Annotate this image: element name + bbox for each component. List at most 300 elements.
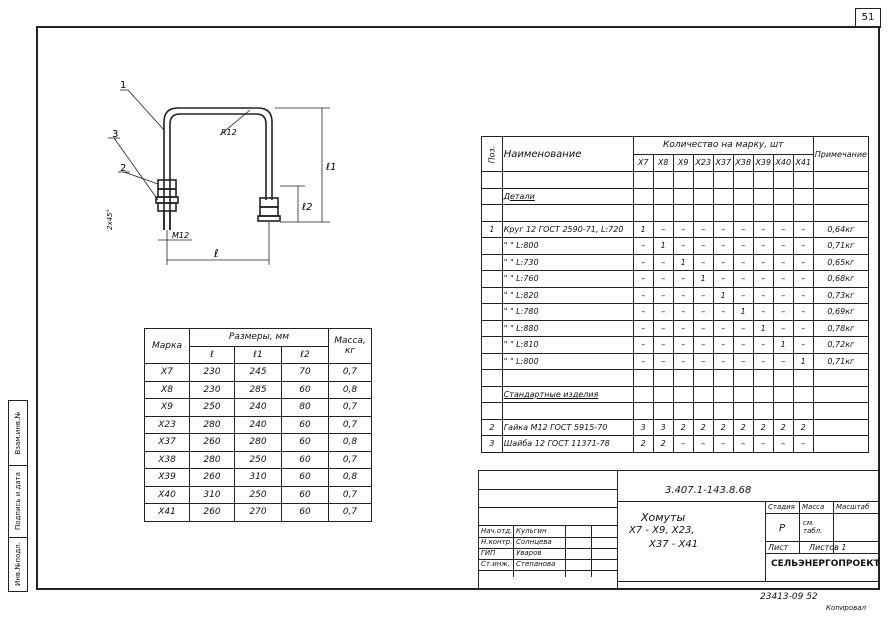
spec-cell: " " L:880	[502, 320, 633, 337]
spec-cell: –	[693, 304, 713, 321]
spec-cell	[482, 386, 503, 403]
spec-row	[482, 337, 869, 354]
spec-cell	[653, 386, 673, 403]
spec-cell: –	[773, 221, 793, 238]
spec-cell: –	[673, 271, 693, 288]
spec-cell	[813, 188, 868, 205]
spec-cell: –	[693, 436, 713, 453]
spec-cell: 1	[633, 221, 653, 238]
spec-cell	[753, 205, 773, 222]
spec-cell	[653, 205, 673, 222]
spec-cell	[502, 172, 633, 189]
spec-cell	[713, 403, 733, 420]
spec-cell: –	[633, 254, 653, 271]
title-block	[478, 470, 880, 590]
spec-cell: –	[773, 320, 793, 337]
spec-mark-header: Х41	[793, 154, 813, 172]
org-name: СЕЛЬЭНЕРГОПРОЕКТ	[771, 559, 880, 569]
sizes-cell: 270	[235, 504, 282, 522]
spec-cell: –	[653, 353, 673, 370]
sizes-table	[144, 328, 372, 522]
spec-cell: –	[773, 271, 793, 288]
spec-cell: –	[713, 238, 733, 255]
spec-cell: 2	[713, 419, 733, 436]
spec-cell: –	[673, 353, 693, 370]
sizes-cell: 260	[190, 434, 235, 452]
sizes-cell: 280	[190, 451, 235, 469]
spec-mark-header: Х9	[673, 154, 693, 172]
doc-code: 3.407.1-143.8.68	[665, 485, 752, 496]
spec-cell: –	[693, 238, 713, 255]
spec-cell: –	[773, 304, 793, 321]
sizes-row	[145, 364, 372, 382]
spec-cell	[713, 386, 733, 403]
spec-cell: –	[773, 238, 793, 255]
spec-row	[482, 304, 869, 321]
spec-section-title: Стандартные изделия	[502, 386, 633, 403]
spec-cell	[813, 370, 868, 387]
spec-cell	[673, 205, 693, 222]
sizes-cell: 0,7	[329, 451, 372, 469]
header-l1: ℓ1	[235, 346, 282, 364]
spec-cell: " " L:780	[502, 304, 633, 321]
spec-cell: –	[713, 221, 733, 238]
spec-cell: –	[713, 353, 733, 370]
spec-header-pos	[482, 137, 503, 172]
spec-cell: –	[673, 287, 693, 304]
spec-cell	[773, 188, 793, 205]
sizes-row	[145, 451, 372, 469]
spec-cell	[733, 370, 753, 387]
spec-cell	[482, 287, 503, 304]
role-label: ГИП	[481, 549, 496, 557]
spec-cell: –	[713, 304, 733, 321]
spec-cell	[733, 403, 753, 420]
sizes-cell: 0,7	[329, 364, 372, 382]
spec-cell	[813, 205, 868, 222]
sheet-label: Лист	[768, 543, 789, 552]
spec-row	[482, 419, 869, 436]
spec-cell: –	[693, 254, 713, 271]
sizes-cell: 80	[282, 399, 329, 417]
role-label: Ст.инж.	[481, 560, 510, 568]
spec-cell: –	[713, 337, 733, 354]
spec-cell: 3	[482, 436, 503, 453]
spec-cell: –	[793, 221, 813, 238]
spec-mark-header: Х37	[713, 154, 733, 172]
spec-cell: –	[653, 221, 673, 238]
sizes-row	[145, 381, 372, 399]
sizes-cell: 0,7	[329, 486, 372, 504]
spec-cell: –	[693, 320, 713, 337]
mass-label: Масса	[802, 503, 825, 511]
spec-cell	[633, 386, 653, 403]
role-name: Уваров	[516, 549, 542, 557]
spec-cell: 0,65кг	[813, 254, 868, 271]
spec-cell	[793, 205, 813, 222]
header-mark: Марка	[145, 329, 190, 364]
spec-cell: –	[733, 254, 753, 271]
spec-cell: 1	[793, 353, 813, 370]
spec-cell: –	[773, 353, 793, 370]
spec-cell: " " L:820	[502, 287, 633, 304]
spec-cell: –	[673, 221, 693, 238]
sizes-cell: 0,8	[329, 469, 372, 487]
doc-marks-1: Х7 - Х9, Х23,	[629, 525, 695, 536]
spec-cell	[813, 419, 868, 436]
spec-cell	[713, 370, 733, 387]
stage-label: Стадия	[768, 503, 795, 511]
spec-cell: –	[633, 271, 653, 288]
sizes-cell: 250	[190, 399, 235, 417]
spec-cell: –	[733, 337, 753, 354]
sizes-cell: 60	[282, 451, 329, 469]
spec-cell	[673, 403, 693, 420]
spec-header-name: Наименование	[502, 137, 633, 172]
side-cell-replace	[9, 401, 27, 466]
spec-cell: –	[693, 221, 713, 238]
sizes-cell: 230	[190, 364, 235, 382]
spec-cell	[633, 188, 653, 205]
spec-cell	[482, 337, 503, 354]
spec-cell	[773, 205, 793, 222]
sizes-cell: 60	[282, 416, 329, 434]
spec-cell	[813, 436, 868, 453]
sizes-cell: Х41	[145, 504, 190, 522]
spec-cell	[482, 370, 503, 387]
spec-cell: –	[673, 320, 693, 337]
spec-cell	[673, 370, 693, 387]
spec-row	[482, 436, 869, 453]
spec-cell	[633, 205, 653, 222]
spec-cell: 2	[633, 436, 653, 453]
sizes-row	[145, 469, 372, 487]
sizes-row	[145, 504, 372, 522]
spec-cell: " " L:800	[502, 238, 633, 255]
spec-cell: " " L:810	[502, 337, 633, 354]
sizes-row	[145, 399, 372, 417]
spec-cell: 1	[693, 271, 713, 288]
spec-cell: –	[653, 320, 673, 337]
chamfer-label: 2x45°	[106, 208, 114, 230]
sizes-cell: 0,7	[329, 399, 372, 417]
spec-cell: –	[753, 221, 773, 238]
sheets-label: Листов 1	[809, 543, 847, 552]
header-sizes: Размеры, мм	[190, 329, 329, 347]
spec-cell	[793, 403, 813, 420]
spec-cell: –	[633, 320, 653, 337]
spec-cell	[733, 205, 753, 222]
spec-cell	[733, 188, 753, 205]
spec-cell: Круг 12 ГОСТ 2590-71, L:720	[502, 221, 633, 238]
spec-cell	[773, 370, 793, 387]
spec-cell: –	[713, 254, 733, 271]
spec-cell	[482, 304, 503, 321]
spec-cell: –	[733, 287, 753, 304]
sizes-cell: Х37	[145, 434, 190, 452]
doc-title: Хомуты	[641, 511, 686, 524]
sizes-cell: Х8	[145, 381, 190, 399]
sizes-cell: 60	[282, 381, 329, 399]
side-label: Инв.№подл.	[14, 542, 22, 586]
spec-row	[482, 221, 869, 238]
sizes-cell: 0,7	[329, 416, 372, 434]
spec-cell: –	[753, 337, 773, 354]
sizes-cell: 240	[235, 399, 282, 417]
u-bolt-drawing	[100, 80, 340, 270]
spec-cell: 2	[482, 419, 503, 436]
spec-cell: –	[793, 271, 813, 288]
spec-cell: –	[633, 337, 653, 354]
spec-cell	[813, 172, 868, 189]
spec-cell	[502, 370, 633, 387]
spec-cell: 2	[733, 419, 753, 436]
sizes-row	[145, 486, 372, 504]
spec-cell: –	[753, 353, 773, 370]
spec-cell	[813, 386, 868, 403]
spec-cell	[713, 188, 733, 205]
spec-cell: 0,69кг	[813, 304, 868, 321]
side-cell-sign	[9, 465, 27, 538]
spec-cell	[693, 370, 713, 387]
sizes-cell: 60	[282, 434, 329, 452]
side-cell-inv	[9, 537, 27, 591]
spec-cell: –	[653, 254, 673, 271]
spec-cell: –	[753, 271, 773, 288]
spec-mark-header: Х39	[753, 154, 773, 172]
spec-cell: 0,64кг	[813, 221, 868, 238]
sizes-cell: 250	[235, 451, 282, 469]
spec-cell: –	[633, 353, 653, 370]
spec-cell: –	[773, 287, 793, 304]
spec-cell	[673, 172, 693, 189]
sizes-cell: 240	[235, 416, 282, 434]
spec-cell: –	[653, 287, 673, 304]
sizes-cell: 60	[282, 504, 329, 522]
spec-cell	[693, 403, 713, 420]
spec-cell: 0,71кг	[813, 353, 868, 370]
spec-cell: 3	[633, 419, 653, 436]
spec-cell	[753, 370, 773, 387]
sizes-cell: 0,8	[329, 381, 372, 399]
spec-cell: –	[693, 337, 713, 354]
spec-cell: –	[753, 254, 773, 271]
spec-cell: " " L:760	[502, 271, 633, 288]
spec-cell: –	[793, 238, 813, 255]
spec-cell: 0,68кг	[813, 271, 868, 288]
sizes-cell: 70	[282, 364, 329, 382]
spec-cell	[482, 205, 503, 222]
spec-cell: –	[793, 436, 813, 453]
footer-copy: Копировал	[826, 604, 866, 612]
spec-cell	[502, 403, 633, 420]
spec-row	[482, 271, 869, 288]
sizes-cell: 230	[190, 381, 235, 399]
spec-cell: 1	[773, 337, 793, 354]
spec-cell	[713, 205, 733, 222]
spec-cell	[482, 238, 503, 255]
spec-row	[482, 353, 869, 370]
spec-cell: 1	[482, 221, 503, 238]
sizes-cell: 60	[282, 486, 329, 504]
spec-cell	[482, 320, 503, 337]
spec-cell: Шайба 12 ГОСТ 11371-78	[502, 436, 633, 453]
spec-row	[482, 238, 869, 255]
sizes-row	[145, 416, 372, 434]
sizes-cell: 250	[235, 486, 282, 504]
sizes-cell: Х39	[145, 469, 190, 487]
spec-cell: 2	[753, 419, 773, 436]
sizes-cell: Х23	[145, 416, 190, 434]
mass-value: см. табл.	[803, 519, 823, 535]
scale-label: Масштаб	[836, 503, 870, 511]
spec-cell: " " L:800	[502, 353, 633, 370]
spec-cell	[482, 271, 503, 288]
spec-row	[482, 287, 869, 304]
sizes-cell: 280	[235, 434, 282, 452]
spec-cell: 0,78кг	[813, 320, 868, 337]
spec-cell	[653, 370, 673, 387]
spec-cell: 1	[673, 254, 693, 271]
spec-cell	[753, 188, 773, 205]
role-name: Степанова	[516, 560, 556, 568]
spec-cell: –	[653, 337, 673, 354]
dim-l2-label: ℓ2	[302, 202, 313, 213]
spec-cell: –	[793, 304, 813, 321]
spec-cell: –	[793, 320, 813, 337]
spec-cell: –	[753, 304, 773, 321]
thread-label: M12	[172, 231, 190, 240]
page-number: 51	[855, 8, 881, 28]
spec-cell	[813, 403, 868, 420]
spec-row	[482, 254, 869, 271]
spec-cell: –	[773, 254, 793, 271]
spec-cell: –	[733, 238, 753, 255]
spec-cell	[793, 172, 813, 189]
spec-cell	[653, 403, 673, 420]
spec-cell	[753, 172, 773, 189]
spec-mark-header: Х8	[653, 154, 673, 172]
spec-cell	[693, 172, 713, 189]
dim-l1-label: ℓ1	[326, 162, 337, 173]
spec-cell: –	[653, 304, 673, 321]
spec-header-note: Примечание	[813, 137, 868, 172]
spec-cell: –	[633, 304, 653, 321]
spec-cell: 3	[653, 419, 673, 436]
spec-cell: 1	[753, 320, 773, 337]
spec-cell: 0,72кг	[813, 337, 868, 354]
spec-cell: –	[713, 271, 733, 288]
spec-cell: –	[753, 287, 773, 304]
spec-cell: –	[733, 271, 753, 288]
spec-cell	[693, 205, 713, 222]
spec-cell: 0,71кг	[813, 238, 868, 255]
dim-l-label: ℓ	[214, 247, 219, 260]
spec-cell: –	[713, 320, 733, 337]
sizes-cell: 0,8	[329, 434, 372, 452]
sizes-cell: 280	[190, 416, 235, 434]
spec-cell	[773, 172, 793, 189]
sizes-cell: Х7	[145, 364, 190, 382]
spec-cell: –	[673, 238, 693, 255]
spec-cell: 1	[713, 287, 733, 304]
header-mass: Масса, кг	[329, 329, 372, 364]
spec-cell	[773, 386, 793, 403]
spec-cell	[693, 386, 713, 403]
role-name: Солнцева	[516, 538, 552, 546]
spec-row	[482, 320, 869, 337]
spec-section-title: Детали	[502, 188, 633, 205]
sizes-cell: Х38	[145, 451, 190, 469]
spec-cell: –	[713, 436, 733, 453]
spec-cell: –	[733, 221, 753, 238]
sizes-row	[145, 434, 372, 452]
spec-cell: –	[733, 436, 753, 453]
spec-cell: 1	[733, 304, 753, 321]
role-label: Н.контр.	[481, 538, 513, 546]
spec-cell: –	[773, 436, 793, 453]
spec-cell: –	[673, 304, 693, 321]
side-label: Подпись и дата	[14, 472, 22, 530]
spec-cell: 1	[653, 238, 673, 255]
role-name: Кульгин	[516, 527, 547, 535]
spec-cell	[633, 370, 653, 387]
spec-cell	[673, 386, 693, 403]
spec-cell: –	[653, 271, 673, 288]
spec-cell: –	[793, 254, 813, 271]
side-strip	[8, 400, 28, 592]
spec-cell	[753, 386, 773, 403]
spec-cell: Гайка М12 ГОСТ 5915-70	[502, 419, 633, 436]
spec-cell	[753, 403, 773, 420]
spec-cell	[633, 403, 653, 420]
side-label: Взам.инв.№	[14, 411, 22, 455]
role-label: Нач.отд.	[481, 527, 513, 535]
sizes-cell: 260	[190, 504, 235, 522]
spec-cell	[793, 188, 813, 205]
sizes-cell: 260	[190, 469, 235, 487]
spec-cell: –	[753, 436, 773, 453]
spec-cell: –	[673, 337, 693, 354]
spec-cell	[482, 188, 503, 205]
spec-mark-header: Х40	[773, 154, 793, 172]
spec-cell	[773, 403, 793, 420]
spec-cell: 2	[653, 436, 673, 453]
sizes-cell: 0,7	[329, 504, 372, 522]
spec-cell: 2	[793, 419, 813, 436]
spec-cell: –	[793, 337, 813, 354]
spec-cell: –	[673, 436, 693, 453]
spec-cell: –	[633, 238, 653, 255]
sizes-cell: Х9	[145, 399, 190, 417]
sizes-cell: 310	[190, 486, 235, 504]
stage-value: Р	[779, 523, 786, 534]
spec-mark-header: Х23	[693, 154, 713, 172]
sizes-cell: 60	[282, 469, 329, 487]
spec-cell	[733, 172, 753, 189]
sizes-cell: Х40	[145, 486, 190, 504]
spec-cell: –	[693, 353, 713, 370]
spec-cell: –	[693, 287, 713, 304]
spec-cell	[713, 172, 733, 189]
spec-cell	[793, 370, 813, 387]
spec-cell: –	[633, 287, 653, 304]
spec-cell: –	[733, 320, 753, 337]
spec-cell	[653, 172, 673, 189]
spec-cell: –	[733, 353, 753, 370]
spec-cell	[653, 188, 673, 205]
spec-cell	[733, 386, 753, 403]
